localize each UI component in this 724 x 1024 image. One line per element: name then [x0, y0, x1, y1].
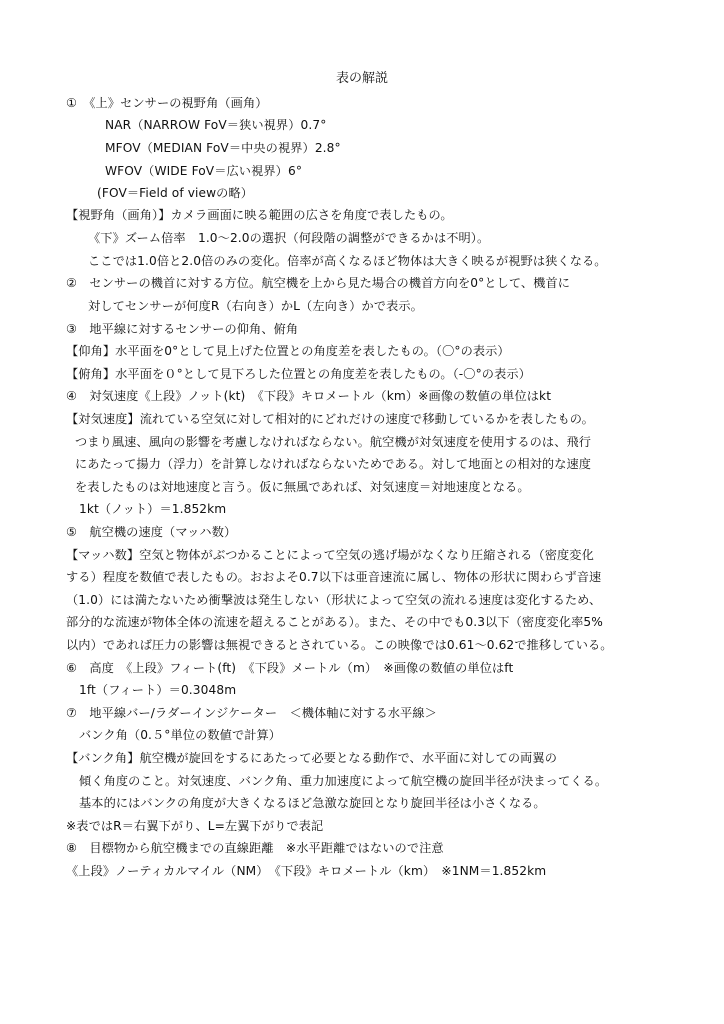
mach-definition-2: する）程度を数値で表したもの。おおよそ0.7以下は亜音速流に属し、物体の形状に関わらず音速 — [66, 570, 602, 584]
fov-mfov-line: MFOV（MEDIAN FoV＝中央の視界）2.8° — [105, 141, 341, 155]
section-4-heading: ④ 対気速度《上段》ノット(kt) 《下段》キロメートル（km）※画像の数値の単位はkt — [66, 389, 552, 403]
fov-nar-line: NAR（NARROW FoV＝狭い視界）0.7° — [105, 118, 327, 132]
distance-units-line: 《上段》ノーティカルマイル（NM） 《下段》キロメートル（km） ※1NM＝1.852km — [66, 864, 547, 878]
section-1-heading: ① 《上》センサーの視野角（画角） — [66, 96, 268, 110]
section-6-heading: ⑥ 高度 《上段》フィート(ft) 《下段》メートル（m） ※画像の数値の単位はft — [66, 661, 514, 675]
feet-conversion: 1ft（フィート）＝0.3048m — [79, 683, 237, 697]
elevation-definition: 【仰角】水平面を0°として見上げた位置との角度差を表したもの。（〇°の表示） — [66, 344, 510, 358]
fov-wfov-line: WFOV（WIDE FoV＝広い視界）6° — [105, 164, 303, 178]
bank-definition-2: 傾く角度のこと。対気速度、バンク角、重力加速度によって航空機の旋回半径が決まってくる。 — [79, 774, 608, 788]
mach-definition-1: 【マッハ数】空気と物体がぶつかることによって空気の逃げ場がなくなり圧縮される（密度変化 — [66, 548, 594, 562]
section-2-detail: 対してセンサーが何度R（右向き）かL（左向き）かで表示。 — [88, 299, 423, 313]
depression-definition: 【俯角】水平面を０°として見下ろした位置との角度差を表したもの。（-〇°の表示） — [66, 367, 531, 381]
section-7-heading: ⑦ 地平線バー/ラダーインジケーター ＜機体軸に対する水平線＞ — [66, 706, 437, 720]
airspeed-definition-3: にあたって揚力（浮力）を計算しなければならないためである。対して地面との相対的な速度 — [75, 457, 592, 471]
bank-angle-unit: バンク角（0.５°単位の数値で計算） — [79, 728, 282, 742]
fov-definition-line: 【視野角（画角）】カメラ画面に映る範囲の広さを角度で表したもの。 — [66, 208, 453, 222]
zoom-line: 《下》ズーム倍率 1.0～2.0の選択（何段階の調整ができるかは不明）。 — [88, 231, 490, 245]
mach-definition-3: （1.0）には満たないため衝撃波は発生しない（形状によって空気の流れる速度は変化するため、 — [66, 593, 602, 607]
airspeed-definition-2: つまり風速、風向の影響を考慮しなければならない。航空機が対気速度を使用するのは、飛行 — [75, 435, 592, 449]
knot-conversion: 1kt（ノット）＝1.852km — [79, 502, 227, 516]
section-5-heading: ⑤ 航空機の速度（マッハ数） — [66, 525, 237, 539]
bank-definition-3: 基本的にはバンクの角度が大きくなるほど急激な旋回となり旋回半径は小さくなる。 — [79, 796, 546, 810]
section-3-heading: ③ 地平線に対するセンサーの仰角、俯角 — [66, 322, 299, 336]
zoom-detail-line: ここでは1.0倍と2.0倍のみの変化。倍率が高くなるほど物体は大きく映るが視野は狭くなる。 — [88, 254, 607, 268]
mach-definition-4: 部分的な流速が物体全体の流速を超えることがある）。また、その中でも0.3以下（密度変化率5% — [66, 615, 603, 629]
bank-definition-1: 【バンク角】航空機が旋回をするにあたって必要となる動作で、水平面に対しての両翼の — [66, 751, 558, 765]
fov-note-line: (FOV＝Field of viewの略） — [97, 186, 254, 200]
airspeed-definition-4: を表したものは対地速度と言う。仮に無風であれば、対気速度＝対地速度となる。 — [75, 480, 530, 494]
section-8-heading: ⑧ 目標物から航空機までの直線距離 ※水平距離ではないので注意 — [66, 841, 444, 855]
page-title: 表の解説 — [335, 71, 388, 86]
mach-definition-5: 以内）であれば圧力の影響は無視できるとされている。この映像では0.61～0.62で推移している。 — [66, 638, 613, 652]
section-2-heading: ② センサーの機首に対する方位。航空機を上から見た場合の機首方向を0°として、機首に — [66, 276, 571, 290]
bank-table-note: ※表ではR＝右翼下がり、L=左翼下がりで表記 — [66, 819, 324, 833]
airspeed-definition-1: 【対気速度】流れている空気に対して相対的にどれだけの速度で移動しているかを表したもの。 — [66, 412, 594, 426]
